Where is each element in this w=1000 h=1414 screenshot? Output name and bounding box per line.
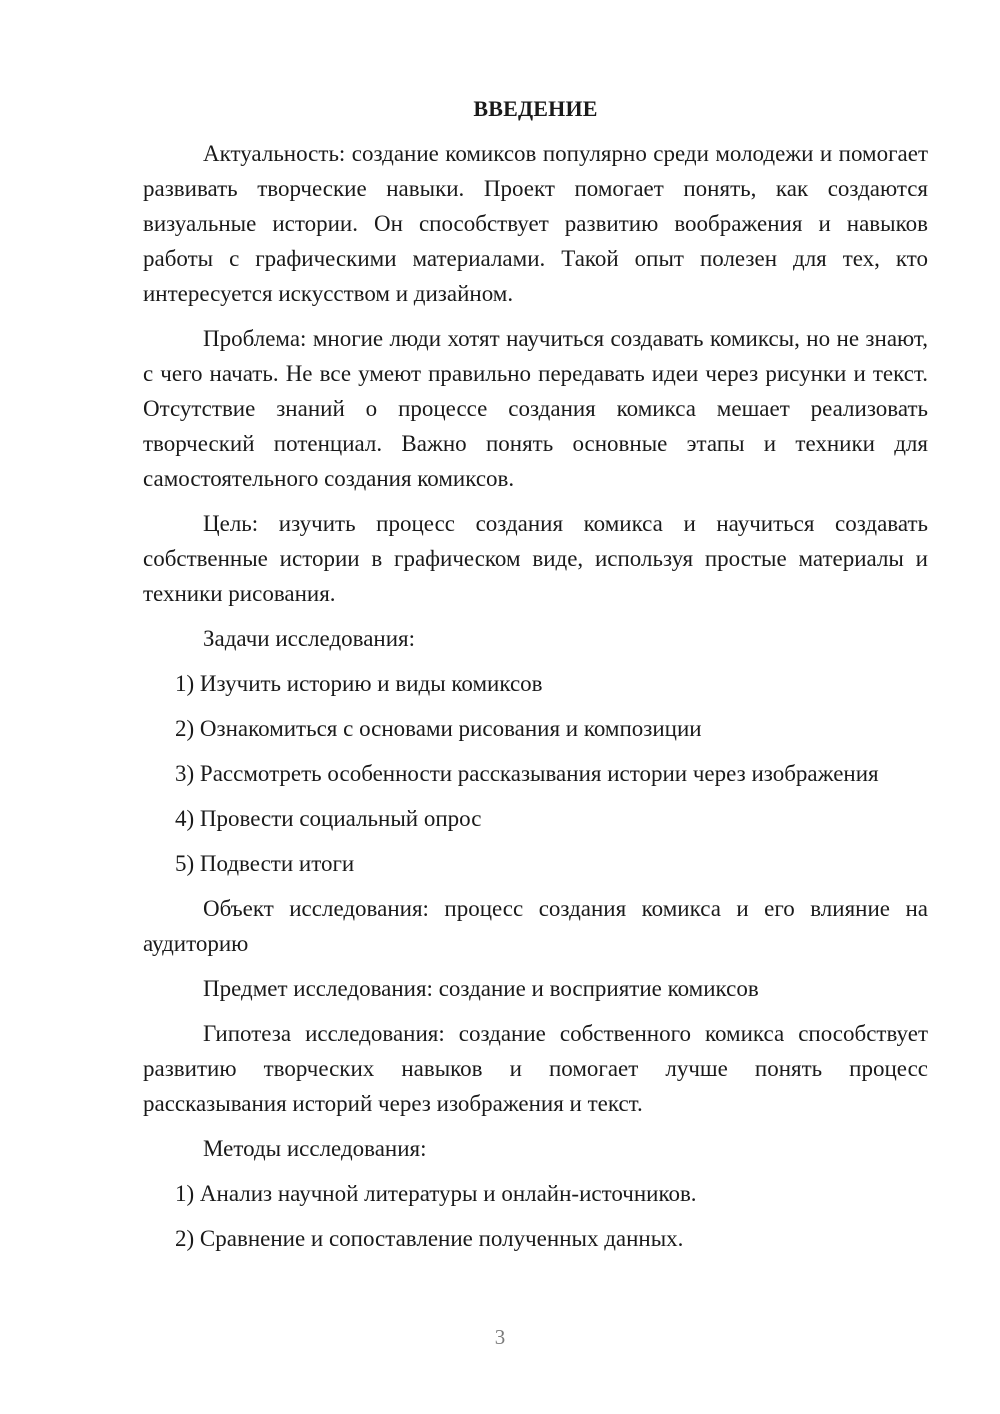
task-item-3: 3) Рассмотреть особенности рассказывания истории через изображения bbox=[175, 761, 879, 786]
task-item-5: 5) Подвести итоги bbox=[175, 851, 355, 876]
goal-paragraph: Цель: изучить процесс создания комикса и научиться создавать собственные истории в графическом виде, используя простые материалы и техники рисования. bbox=[143, 511, 928, 606]
method-item-1: 1) Анализ научной литературы и онлайн-источников. bbox=[175, 1181, 697, 1206]
tasks-heading: Задачи исследования: bbox=[203, 626, 416, 651]
methods-heading: Методы исследования: bbox=[203, 1136, 427, 1161]
task-item-4: 4) Провести социальный опрос bbox=[175, 806, 482, 831]
page-title: ВВЕДЕНИЕ bbox=[473, 96, 598, 121]
problem-paragraph: Проблема: многие люди хотят научиться создавать комиксы, но не знают, с чего начать. Не все умеют правильно передавать идеи через рисунки и текст. Отсутствие знаний о процессе создания комикса мешает реализовать творческий потенциал. Важно понять основные этапы и техники для самостоятельного создания комиксов. bbox=[143, 326, 928, 491]
page-number: 3 bbox=[494, 1325, 506, 1349]
method-item-2: 2) Сравнение и сопоставление полученных данных. bbox=[175, 1226, 684, 1251]
hypothesis-paragraph: Гипотеза исследования: создание собственного комикса способствует развитию творческих навыков и помогает лучше понять процесс рассказывания историй через изображения и текст. bbox=[143, 1021, 928, 1116]
document-page bbox=[143, 92, 928, 1256]
subject-paragraph: Предмет исследования: создание и восприятие комиксов bbox=[203, 976, 759, 1001]
relevance-paragraph: Актуальность: создание комиксов популярно среди молодежи и помогает развивать творческие навыки. Проект помогает понять, как создаются визуальные истории. Он способствует развитию воображения и навыков работы с графическими материалами. Такой опыт полезен для тех, кто интересуется искусством и дизайном. bbox=[143, 141, 928, 306]
task-item-2: 2) Ознакомиться с основами рисования и композиции bbox=[175, 716, 702, 741]
task-item-1: 1) Изучить историю и виды комиксов bbox=[175, 671, 543, 696]
object-paragraph: Объект исследования: процесс создания комикса и его влияние на аудиторию bbox=[143, 896, 928, 956]
